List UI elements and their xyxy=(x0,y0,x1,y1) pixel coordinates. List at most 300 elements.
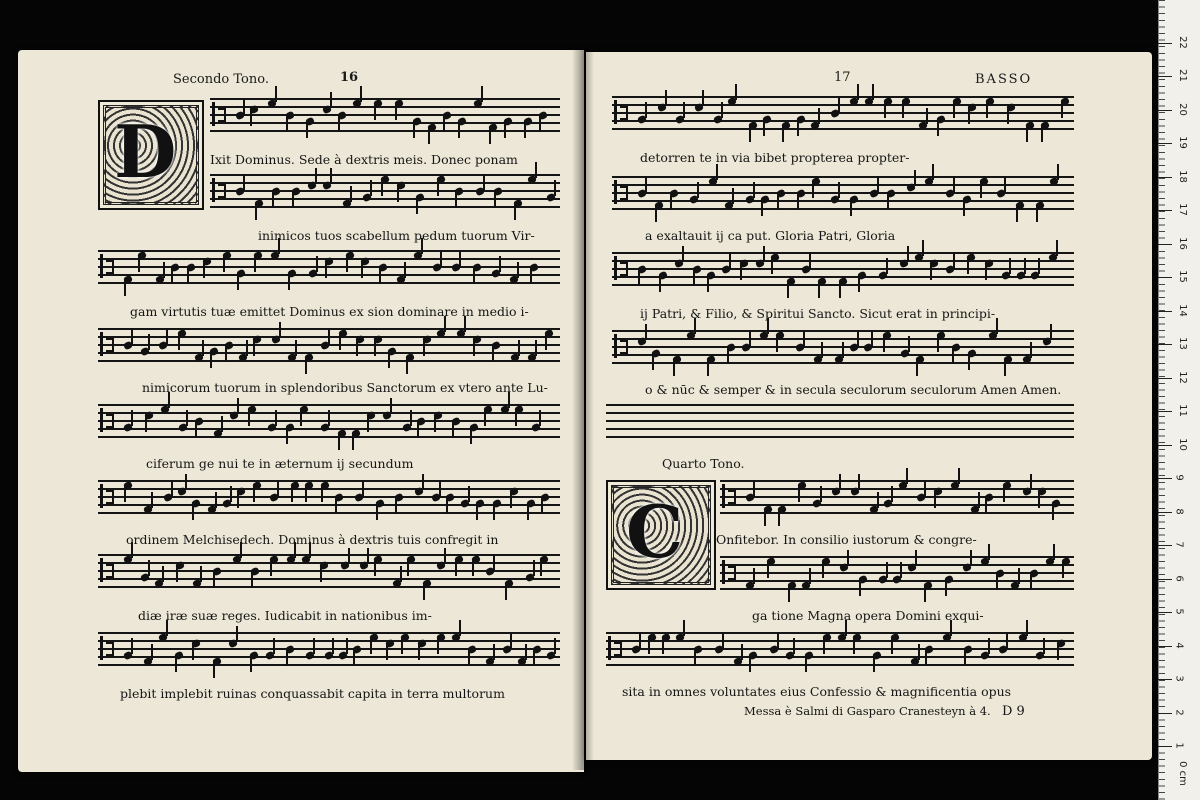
note-stem xyxy=(741,644,743,660)
note-stem xyxy=(683,620,685,636)
note-stem xyxy=(316,256,318,272)
lyric-line: sita in omnes voluntates eius Confessio & magnificentia opus xyxy=(622,684,1012,699)
note-stem xyxy=(370,638,372,654)
note-stem xyxy=(470,428,472,444)
note-stem xyxy=(195,422,197,438)
note-stem xyxy=(1052,504,1054,520)
note-stem xyxy=(924,480,926,496)
note-stem xyxy=(932,164,934,180)
note-stem xyxy=(809,568,811,584)
note-stem xyxy=(248,410,250,426)
note-stem xyxy=(727,348,729,364)
note-stem xyxy=(356,340,358,356)
ruler-number: 20 xyxy=(1176,102,1188,116)
note-stem xyxy=(330,168,332,184)
note-stem xyxy=(793,638,795,654)
ruler-number: 6 xyxy=(1173,574,1185,582)
note-stem xyxy=(673,360,675,376)
note-stem xyxy=(902,102,904,118)
note-stem xyxy=(782,126,784,142)
note-stem xyxy=(162,566,164,582)
note-stem xyxy=(200,566,202,582)
note-stem xyxy=(484,410,486,426)
note-stem xyxy=(440,250,442,266)
note-stem xyxy=(1030,574,1032,590)
ruler-unit-label: 0 cm xyxy=(1176,761,1188,786)
running-title: Messa è Salmi di Gasparo Cranesteyn à 4. xyxy=(744,704,991,718)
ruler-tick xyxy=(1158,277,1172,278)
note-stem xyxy=(872,84,874,100)
note-stem xyxy=(771,258,773,274)
ruler-tick xyxy=(1158,43,1172,44)
note-stem xyxy=(407,560,409,576)
section-title: Quarto Tono. xyxy=(662,456,745,471)
note-stem xyxy=(798,486,800,502)
note-stem xyxy=(367,548,369,564)
music-staff xyxy=(612,252,1074,288)
note-stem xyxy=(883,336,885,352)
note-stem xyxy=(763,120,765,136)
note-stem xyxy=(968,108,970,124)
note-stem xyxy=(900,562,902,578)
note-stem xyxy=(481,86,483,102)
music-staff xyxy=(98,404,560,440)
book-gutter xyxy=(572,50,594,770)
note-stem xyxy=(535,162,537,178)
ruler-tick xyxy=(1158,713,1172,714)
ruler-tick xyxy=(1158,445,1172,446)
note-stem xyxy=(645,324,647,340)
note-stem xyxy=(753,568,755,584)
note-stem xyxy=(916,360,918,376)
ruler-tick xyxy=(1158,143,1172,144)
note-stem xyxy=(288,274,290,290)
note-stem xyxy=(171,480,173,496)
note-stem xyxy=(648,638,650,654)
note-stem xyxy=(243,98,245,114)
note-stem xyxy=(1004,176,1006,192)
ruler-tick xyxy=(1158,411,1172,412)
note-stem xyxy=(286,428,288,444)
note-stem xyxy=(803,330,805,346)
note-stem xyxy=(272,192,274,208)
note-stem xyxy=(275,86,277,102)
note-stem xyxy=(707,360,709,376)
note-stem xyxy=(540,560,542,576)
note-stem xyxy=(330,92,332,108)
note-stem xyxy=(1053,544,1055,560)
note-stem xyxy=(707,276,709,292)
note-stem xyxy=(468,486,470,502)
note-stem xyxy=(763,246,765,262)
note-stem xyxy=(493,504,495,520)
music-staff xyxy=(612,176,1074,212)
note-stem xyxy=(985,498,987,514)
lyric-line: ordinem Melchisedech. Dominus à dextris tuis confregit in xyxy=(126,532,499,547)
note-stem xyxy=(530,268,532,284)
note-stem xyxy=(348,548,350,564)
note-stem xyxy=(360,86,362,102)
lyric-line: detorren te in via bibet propterea propter- xyxy=(640,150,910,165)
note-stem xyxy=(138,256,140,272)
note-stem xyxy=(891,638,893,654)
note-stem xyxy=(1006,632,1008,648)
note-stem xyxy=(151,492,153,508)
note-stem xyxy=(1024,258,1026,274)
note-stem xyxy=(379,268,381,284)
note-stem xyxy=(367,416,369,432)
note-stem xyxy=(148,560,150,576)
note-stem xyxy=(839,474,841,490)
ruler-tick xyxy=(1158,679,1172,680)
note-stem xyxy=(335,498,337,514)
ruler-number: 21 xyxy=(1176,69,1188,82)
note-stem xyxy=(853,638,855,654)
note-stem xyxy=(203,262,205,278)
note-stem xyxy=(740,264,742,280)
note-stem xyxy=(459,620,461,636)
note-stem xyxy=(1061,102,1063,118)
note-stem xyxy=(452,422,454,438)
note-stem xyxy=(767,562,769,578)
note-stem xyxy=(655,206,657,222)
ruler-tick xyxy=(1158,579,1172,580)
note-stem xyxy=(887,194,889,210)
note-stem xyxy=(978,492,980,508)
note-stem xyxy=(937,120,939,136)
note-stem xyxy=(886,562,888,578)
note-stem xyxy=(1004,360,1006,376)
ruler-tick xyxy=(1158,478,1172,479)
lyric-line: gam virtutis tuæ emittet Dominus ex sion dominare in medio i- xyxy=(130,304,529,319)
note-stem xyxy=(376,504,378,520)
note-stem xyxy=(963,200,965,216)
note-stem xyxy=(175,656,177,672)
note-stem xyxy=(472,560,474,576)
note-stem xyxy=(838,182,840,198)
note-stem xyxy=(131,410,133,426)
note-stem xyxy=(527,504,529,520)
lyric-line: plebit implebit ruinas conquassabit capita in terra multorum xyxy=(120,686,505,701)
note-stem xyxy=(645,102,647,118)
note-stem xyxy=(315,168,317,184)
note-stem xyxy=(131,328,133,344)
note-stem xyxy=(749,126,751,142)
note-stem xyxy=(468,650,470,666)
note-stem xyxy=(388,352,390,368)
clef-icon xyxy=(212,102,229,126)
note-stem xyxy=(952,348,954,364)
note-stem xyxy=(908,336,910,352)
note-stem xyxy=(1041,126,1043,142)
note-stem xyxy=(842,342,844,358)
note-stem xyxy=(437,638,439,654)
note-stem xyxy=(225,346,227,362)
note-stem xyxy=(749,656,751,672)
note-stem xyxy=(535,340,537,356)
ruler-number: 19 xyxy=(1176,136,1188,149)
note-stem xyxy=(988,544,990,560)
note-stem xyxy=(251,572,253,588)
clef-icon xyxy=(722,484,739,508)
note-stem xyxy=(237,398,239,414)
music-staff xyxy=(98,480,560,516)
note-stem xyxy=(492,346,494,362)
note-stem xyxy=(352,434,354,450)
initial-letter: D xyxy=(114,109,177,194)
note-stem xyxy=(1030,342,1032,358)
note-stem xyxy=(735,84,737,100)
note-stem xyxy=(1026,620,1028,636)
note-stem xyxy=(722,632,724,648)
note-stem xyxy=(215,492,217,508)
note-stem xyxy=(275,410,277,426)
note-stem xyxy=(443,116,445,132)
note-stem xyxy=(455,560,457,576)
note-stem xyxy=(822,562,824,578)
right-page-header: BASSO xyxy=(975,72,1033,87)
note-stem xyxy=(325,262,327,278)
clef-icon xyxy=(100,484,117,508)
note-stem xyxy=(253,486,255,502)
note-stem xyxy=(483,174,485,190)
note-stem xyxy=(286,116,288,132)
note-stem xyxy=(838,96,840,112)
note-stem xyxy=(847,550,849,566)
ruler-tick xyxy=(1158,210,1172,211)
clef-icon xyxy=(212,178,229,202)
note-stem xyxy=(350,186,352,202)
note-stem xyxy=(812,182,814,198)
note-stem xyxy=(970,550,972,566)
ruler-number: 16 xyxy=(1176,236,1188,250)
note-stem xyxy=(1030,474,1032,490)
note-stem xyxy=(1026,126,1028,142)
clef-icon xyxy=(608,636,625,660)
note-stem xyxy=(693,270,695,286)
music-staff xyxy=(98,250,560,286)
note-stem xyxy=(305,486,307,502)
note-stem xyxy=(320,566,322,582)
note-stem xyxy=(937,336,939,352)
note-stem xyxy=(777,194,779,210)
note-stem xyxy=(518,340,520,356)
ruler-number: 2 xyxy=(1173,708,1185,716)
ruler-number: 22 xyxy=(1176,35,1188,49)
ruler-number: 10 xyxy=(1176,437,1188,451)
note-stem xyxy=(1036,206,1038,222)
note-stem xyxy=(273,638,275,654)
note-stem xyxy=(859,580,861,596)
ruler-number: 4 xyxy=(1173,641,1185,649)
music-staff xyxy=(210,98,560,134)
note-stem xyxy=(499,256,501,272)
note-stem xyxy=(517,262,519,278)
note-stem xyxy=(716,164,718,180)
ruler-number: 17 xyxy=(1176,203,1188,216)
note-stem xyxy=(163,262,165,278)
note-stem xyxy=(915,550,917,566)
note-stem xyxy=(321,486,323,502)
lyric-line: diæ iræ suæ reges. Iudicabit in nationibus im- xyxy=(138,608,432,623)
note-stem xyxy=(797,194,799,210)
left-page-number: 16 xyxy=(340,70,359,85)
note-stem xyxy=(818,282,820,298)
note-stem xyxy=(953,102,955,118)
note-stem xyxy=(422,474,424,490)
note-stem xyxy=(124,280,126,296)
note-stem xyxy=(907,246,909,262)
note-stem xyxy=(1043,638,1045,654)
note-stem xyxy=(968,354,970,370)
note-stem xyxy=(192,644,194,660)
note-stem xyxy=(764,510,766,526)
clef-icon xyxy=(614,180,631,204)
note-stem xyxy=(858,474,860,490)
note-stem xyxy=(1062,562,1064,578)
note-stem xyxy=(306,122,308,138)
note-stem xyxy=(778,510,780,526)
note-stem xyxy=(1003,486,1005,502)
note-stem xyxy=(926,108,928,124)
note-stem xyxy=(213,572,215,588)
note-stem xyxy=(361,262,363,278)
note-stem xyxy=(417,422,419,438)
note-stem xyxy=(524,122,526,138)
note-stem xyxy=(187,268,189,284)
note-stem xyxy=(493,644,495,660)
note-stem xyxy=(455,192,457,208)
note-stem xyxy=(428,128,430,144)
ruler-number: 3 xyxy=(1173,675,1185,682)
note-stem xyxy=(374,104,376,120)
note-stem xyxy=(493,554,495,570)
note-stem xyxy=(1056,240,1058,256)
note-stem xyxy=(400,566,402,582)
lyric-line: ij Patri, & Filio, & Spiritui Sancto. Sicut erat in principi- xyxy=(640,306,996,321)
ruler-tick xyxy=(1158,545,1172,546)
note-stem xyxy=(820,486,822,502)
note-stem xyxy=(514,204,516,220)
note-stem xyxy=(202,340,204,356)
note-stem xyxy=(805,656,807,672)
note-stem xyxy=(857,84,859,100)
note-stem xyxy=(423,340,425,356)
music-staff xyxy=(720,480,1074,516)
note-stem xyxy=(985,264,987,280)
note-stem xyxy=(818,108,820,124)
note-stem xyxy=(539,410,541,426)
ruler-number: 18 xyxy=(1176,169,1188,183)
note-stem xyxy=(446,498,448,514)
note-stem xyxy=(236,626,238,642)
note-stem xyxy=(1057,164,1059,180)
note-stem xyxy=(473,340,475,356)
note-stem xyxy=(279,322,281,338)
note-stem xyxy=(328,410,330,426)
ruler-number: 8 xyxy=(1173,507,1185,515)
note-stem xyxy=(237,492,239,508)
note-stem xyxy=(176,566,178,582)
ruler-tick xyxy=(1158,177,1172,178)
note-stem xyxy=(1038,492,1040,508)
note-stem xyxy=(328,328,330,344)
note-stem xyxy=(877,176,879,192)
note-stem xyxy=(381,180,383,196)
note-stem xyxy=(753,182,755,198)
ruler-tick xyxy=(1158,110,1172,111)
note-stem xyxy=(223,256,225,272)
note-stem xyxy=(370,180,372,196)
note-stem xyxy=(250,656,252,672)
signature-mark: D 9 xyxy=(1002,704,1025,719)
lyric-line: Ixit Dominus. Sede à dextris meis. Donec ponam xyxy=(210,152,518,167)
lyric-line: Onfitebor. In consilio iustorum & congre- xyxy=(716,532,977,547)
note-stem xyxy=(338,116,340,132)
note-stem xyxy=(839,282,841,298)
note-stem xyxy=(1009,258,1011,274)
note-stem xyxy=(996,318,998,334)
note-stem xyxy=(694,650,696,666)
note-stem xyxy=(858,276,860,292)
note-stem xyxy=(397,186,399,202)
note-stem xyxy=(459,250,461,266)
note-stem xyxy=(665,90,667,106)
note-stem xyxy=(515,410,517,426)
note-stem xyxy=(178,334,180,350)
note-stem xyxy=(124,486,126,502)
note-stem xyxy=(797,120,799,136)
note-stem xyxy=(924,586,926,602)
music-staff xyxy=(612,330,1074,366)
note-stem xyxy=(221,416,223,432)
clef-icon xyxy=(722,560,739,584)
note-stem xyxy=(416,198,418,214)
note-stem xyxy=(996,574,998,590)
note-stem xyxy=(305,358,307,374)
note-stem xyxy=(510,632,512,648)
note-stem xyxy=(871,330,873,346)
note-stem xyxy=(246,340,248,356)
note-stem xyxy=(151,644,153,660)
note-stem xyxy=(821,342,823,358)
note-stem xyxy=(346,256,348,272)
empty-staff xyxy=(606,404,1074,440)
note-stem xyxy=(1016,206,1018,222)
ruler-tick xyxy=(1158,646,1172,647)
clef-icon xyxy=(614,100,631,124)
note-stem xyxy=(338,434,340,450)
note-stem xyxy=(458,122,460,138)
ruler-number: 7 xyxy=(1173,541,1185,548)
music-staff xyxy=(210,174,560,210)
note-stem xyxy=(683,102,685,118)
ruler-tick xyxy=(1158,746,1172,747)
note-stem xyxy=(186,410,188,426)
note-stem xyxy=(823,638,825,654)
note-stem xyxy=(697,182,699,198)
note-stem xyxy=(418,644,420,660)
ruler-number: 13 xyxy=(1176,337,1188,350)
ruler-number: 12 xyxy=(1176,370,1188,384)
note-stem xyxy=(1018,568,1020,584)
note-stem xyxy=(295,340,297,356)
clef-icon xyxy=(100,408,117,432)
music-staff xyxy=(720,556,1074,592)
note-stem xyxy=(362,480,364,496)
note-stem xyxy=(533,650,535,666)
note-stem xyxy=(980,182,982,198)
